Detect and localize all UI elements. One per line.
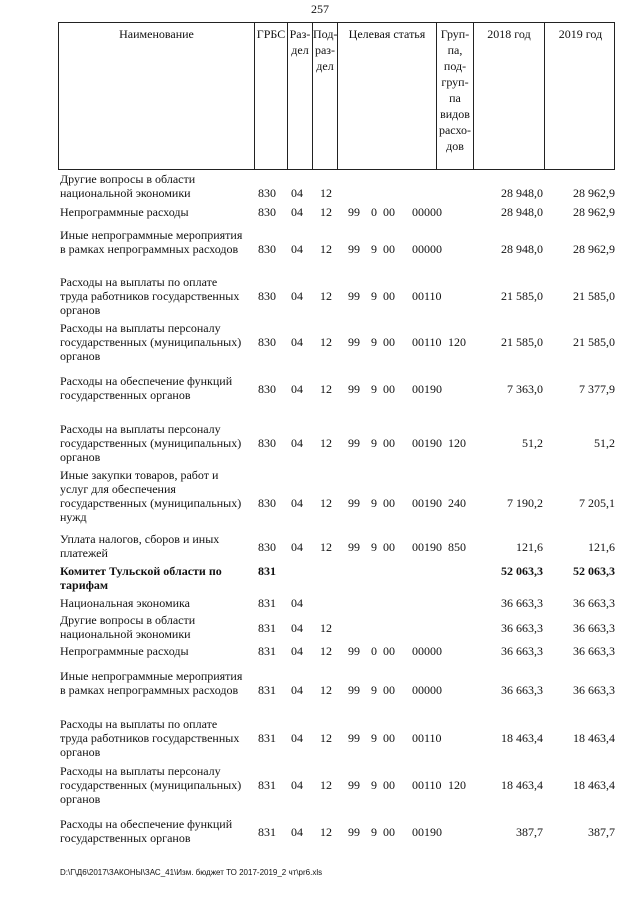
row-razdel: 04: [291, 436, 303, 450]
row-target-program: 99: [348, 289, 360, 303]
row-target-sub: 0: [371, 644, 377, 658]
row-amount-2018: 121,6: [516, 540, 543, 554]
row-name: Уплата налогов, сборов и иных платежей: [60, 532, 220, 560]
row-razdel: 04: [291, 335, 303, 349]
row-amount-2018: 18 463,4: [501, 778, 543, 792]
row-amount-2019: 36 663,3: [573, 683, 615, 697]
row-amount-2018: 7 363,0: [507, 382, 543, 396]
row-grbs: 831: [258, 621, 276, 635]
row-amount-2018: 28 948,0: [501, 242, 543, 256]
row-target-direction: 00190: [412, 540, 442, 554]
row-amount-2019: 36 663,3: [573, 621, 615, 635]
row-target-program: 99: [348, 825, 360, 839]
row-podrazdel: 12: [320, 825, 332, 839]
row-grbs: 830: [258, 436, 276, 450]
row-amount-2018: 36 663,3: [501, 621, 543, 635]
row-amount-2018: 36 663,3: [501, 683, 543, 697]
row-target-program: 99: [348, 496, 360, 510]
row-grbs: 831: [258, 596, 276, 610]
row-amount-2019: 18 463,4: [573, 778, 615, 792]
row-amount-2019: 7 205,1: [579, 496, 615, 510]
row-podrazdel: 12: [320, 683, 332, 697]
row-podrazdel: 12: [320, 335, 332, 349]
table-header: [58, 22, 615, 170]
row-target-main: 00: [383, 289, 395, 303]
row-name: Расходы на выплаты персоналу государственных (муниципальных) органов: [60, 321, 242, 363]
row-razdel: 04: [291, 496, 303, 510]
row-amount-2019: 28 962,9: [573, 186, 615, 200]
row-grbs: 830: [258, 335, 276, 349]
row-target-main: 00: [383, 644, 395, 658]
row-target-direction: 00000: [412, 683, 442, 697]
row-target-direction: 00000: [412, 205, 442, 219]
row-target-direction: 00110: [412, 778, 442, 792]
row-target-main: 00: [383, 436, 395, 450]
row-amount-2018: 51,2: [522, 436, 543, 450]
row-grbs: 831: [258, 564, 276, 578]
row-target-program: 99: [348, 205, 360, 219]
row-podrazdel: 12: [320, 778, 332, 792]
row-name: Непрограммные расходы: [60, 644, 189, 658]
row-amount-2019: 28 962,9: [573, 205, 615, 219]
row-name: Непрограммные расходы: [60, 205, 189, 219]
row-name: Иные непрограммные мероприятия в рамках непрограммных расходов: [60, 669, 243, 697]
row-name: Другие вопросы в области национальной экономики: [60, 613, 196, 641]
row-podrazdel: 12: [320, 621, 332, 635]
row-target-program: 99: [348, 683, 360, 697]
row-target-direction: 00190: [412, 382, 442, 396]
row-grbs: 830: [258, 540, 276, 554]
row-podrazdel: 12: [320, 205, 332, 219]
row-target-main: 00: [383, 382, 395, 396]
row-grbs: 830: [258, 205, 276, 219]
row-target-sub: 9: [371, 242, 377, 256]
header-grbs: ГРБС: [255, 23, 288, 169]
row-grbs: 831: [258, 644, 276, 658]
row-target-direction: 00190: [412, 825, 442, 839]
row-razdel: 04: [291, 289, 303, 303]
row-grbs: 830: [258, 186, 276, 200]
row-amount-2019: 21 585,0: [573, 335, 615, 349]
row-target-direction: 00110: [412, 289, 442, 303]
row-amount-2018: 387,7: [516, 825, 543, 839]
row-amount-2019: 21 585,0: [573, 289, 615, 303]
row-expense-type: 120: [448, 436, 466, 450]
row-amount-2019: 18 463,4: [573, 731, 615, 745]
row-target-sub: 9: [371, 335, 377, 349]
row-name: Расходы на обеспечение функций государственных органов: [60, 374, 233, 402]
row-target-sub: 9: [371, 436, 377, 450]
row-target-main: 00: [383, 683, 395, 697]
row-grbs: 831: [258, 731, 276, 745]
row-grbs: 830: [258, 382, 276, 396]
row-name: Иные закупки товаров, работ и услуг для обеспечения государственных (муниципальных) нужд: [60, 468, 242, 524]
row-name: Расходы на выплаты по оплате труда работников государственных органов: [60, 275, 240, 317]
row-amount-2018: 7 190,2: [507, 496, 543, 510]
row-amount-2019: 387,7: [588, 825, 615, 839]
row-amount-2018: 28 948,0: [501, 186, 543, 200]
row-razdel: 04: [291, 382, 303, 396]
row-name: Расходы на выплаты персоналу государственных (муниципальных) органов: [60, 764, 242, 806]
row-amount-2018: 52 063,3: [501, 564, 543, 578]
header-podrazdel: Под- раз- дел: [313, 23, 338, 169]
row-name: Расходы на выплаты по оплате труда работников государственных органов: [60, 717, 240, 759]
row-expense-type: 850: [448, 540, 466, 554]
row-target-direction: 00190: [412, 436, 442, 450]
row-target-program: 99: [348, 382, 360, 396]
row-target-direction: 00000: [412, 644, 442, 658]
row-amount-2018: 21 585,0: [501, 289, 543, 303]
row-target-sub: 9: [371, 825, 377, 839]
row-amount-2019: 121,6: [588, 540, 615, 554]
row-target-main: 00: [383, 825, 395, 839]
row-podrazdel: 12: [320, 289, 332, 303]
row-amount-2019: 28 962,9: [573, 242, 615, 256]
row-amount-2019: 52 063,3: [573, 564, 615, 578]
row-razdel: 04: [291, 540, 303, 554]
row-target-program: 99: [348, 540, 360, 554]
row-amount-2018: 18 463,4: [501, 731, 543, 745]
row-name: Национальная экономика: [60, 596, 190, 610]
row-amount-2018: 36 663,3: [501, 644, 543, 658]
header-2019: 2019 год: [558, 27, 603, 41]
page-number: 257: [311, 2, 329, 16]
row-grbs: 831: [258, 825, 276, 839]
row-target-main: 00: [383, 778, 395, 792]
row-expense-type: 240: [448, 496, 466, 510]
row-target-program: 99: [348, 731, 360, 745]
row-razdel: 04: [291, 778, 303, 792]
row-name: Расходы на обеспечение функций государственных органов: [60, 817, 233, 845]
row-target-program: 99: [348, 644, 360, 658]
row-name: Другие вопросы в области национальной экономики: [60, 172, 196, 200]
row-razdel: 04: [291, 596, 303, 610]
row-razdel: 04: [291, 683, 303, 697]
row-target-sub: 9: [371, 289, 377, 303]
row-name: Иные непрограммные мероприятия в рамках непрограммных расходов: [60, 228, 243, 256]
row-razdel: 04: [291, 825, 303, 839]
row-amount-2019: 36 663,3: [573, 596, 615, 610]
row-amount-2019: 7 377,9: [579, 382, 615, 396]
row-razdel: 04: [291, 731, 303, 745]
row-amount-2018: 36 663,3: [501, 596, 543, 610]
row-target-program: 99: [348, 335, 360, 349]
row-amount-2019: 51,2: [594, 436, 615, 450]
row-target-main: 00: [383, 242, 395, 256]
header-vid: Груп- па, под- груп- па видов расхо- дов: [437, 23, 474, 169]
row-podrazdel: 12: [320, 731, 332, 745]
row-podrazdel: 12: [320, 382, 332, 396]
row-name: Комитет Тульской области по тарифам: [60, 564, 222, 592]
row-razdel: 04: [291, 205, 303, 219]
row-target-sub: 9: [371, 540, 377, 554]
row-target-program: 99: [348, 778, 360, 792]
row-target-main: 00: [383, 496, 395, 510]
row-podrazdel: 12: [320, 496, 332, 510]
row-target-sub: 9: [371, 496, 377, 510]
row-target-main: 00: [383, 335, 395, 349]
row-grbs: 830: [258, 242, 276, 256]
row-podrazdel: 12: [320, 644, 332, 658]
row-grbs: 830: [258, 289, 276, 303]
row-target-main: 00: [383, 731, 395, 745]
row-target-main: 00: [383, 205, 395, 219]
row-target-direction: 00110: [412, 731, 442, 745]
row-grbs: 830: [258, 496, 276, 510]
row-target-direction: 00190: [412, 496, 442, 510]
row-target-sub: 9: [371, 683, 377, 697]
file-path-footer: D:\Г\Д6\2017\ЗАКОНЫ\ЗАС_41\Изм. бюджет ТО 2017-2019_2 чт\pr6.xls: [60, 868, 323, 877]
row-razdel: 04: [291, 621, 303, 635]
row-grbs: 831: [258, 683, 276, 697]
row-podrazdel: 12: [320, 540, 332, 554]
row-target-program: 99: [348, 436, 360, 450]
row-target-main: 00: [383, 540, 395, 554]
row-target-sub: 9: [371, 382, 377, 396]
row-target-sub: 0: [371, 205, 377, 219]
row-podrazdel: 12: [320, 436, 332, 450]
row-target-direction: 00110: [412, 335, 442, 349]
row-amount-2019: 36 663,3: [573, 644, 615, 658]
row-target-program: 99: [348, 242, 360, 256]
row-expense-type: 120: [448, 778, 466, 792]
row-razdel: 04: [291, 186, 303, 200]
row-podrazdel: 12: [320, 186, 332, 200]
row-grbs: 831: [258, 778, 276, 792]
header-name: Наименование: [59, 23, 255, 169]
row-target-sub: 9: [371, 731, 377, 745]
row-razdel: 04: [291, 644, 303, 658]
header-target: Целевая статья: [338, 23, 437, 169]
header-razdel: Раз- дел: [288, 23, 313, 169]
row-razdel: 04: [291, 242, 303, 256]
row-expense-type: 120: [448, 335, 466, 349]
row-podrazdel: 12: [320, 242, 332, 256]
row-amount-2018: 28 948,0: [501, 205, 543, 219]
row-name: Расходы на выплаты персоналу государственных (муниципальных) органов: [60, 422, 242, 464]
row-amount-2018: 21 585,0: [501, 335, 543, 349]
header-2018: 2018 год: [474, 23, 545, 169]
row-target-sub: 9: [371, 778, 377, 792]
row-target-direction: 00000: [412, 242, 442, 256]
